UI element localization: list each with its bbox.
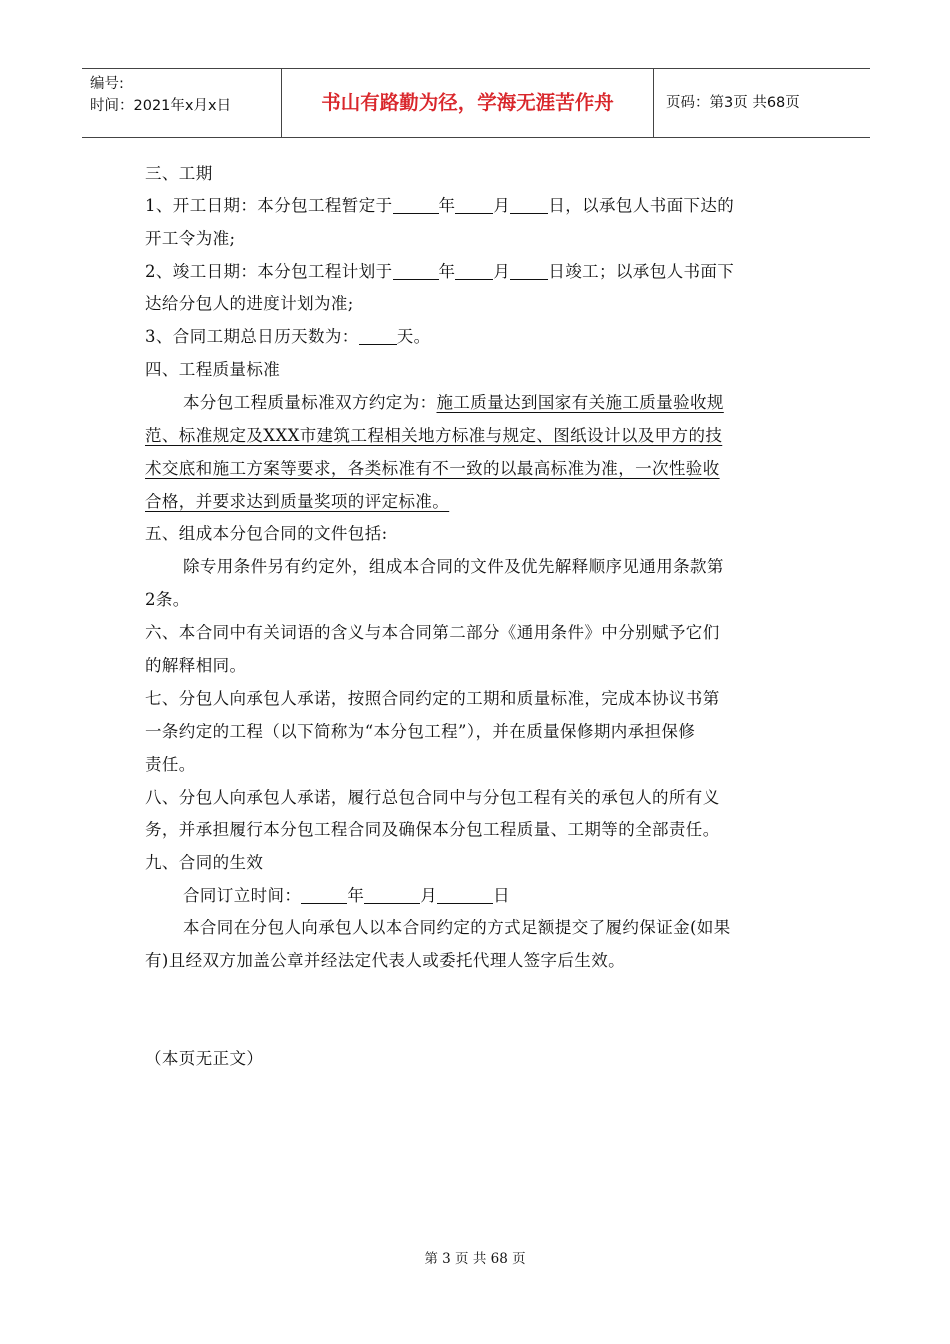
- quality-standard-underlined: 施工质量达到国家有关施工质量验收规: [436, 393, 724, 412]
- contract-year-blank[interactable]: [301, 887, 347, 905]
- section-4-title: 四、工程质量标准: [145, 360, 281, 379]
- header-motto: 书山有路勤为径，学海无涯苦作舟: [282, 69, 654, 137]
- contract-month-blank[interactable]: [364, 887, 420, 905]
- start-year-blank[interactable]: [393, 197, 439, 215]
- contract-day-label: 日: [493, 886, 511, 905]
- start-day-blank[interactable]: [510, 197, 548, 215]
- section-3-title: 三、工期: [145, 164, 213, 183]
- start-month-label: 月: [493, 196, 511, 215]
- start-date-line: [145, 192, 734, 216]
- completion-day-blank[interactable]: [510, 263, 548, 281]
- total-days-line: [145, 323, 431, 347]
- header-meta: [82, 69, 282, 137]
- section-5-title: 五、组成本分包合同的文件包括:: [145, 524, 388, 543]
- quality-standard-line-3: 术交底和施工方案等要求，各类标准有不一致的以最高标准为准，一次性验收: [145, 459, 720, 478]
- completion-date-line-2: 达给分包人的进度计划为准;: [145, 294, 354, 313]
- completion-year-blank[interactable]: [393, 263, 439, 281]
- section-7-line-1: 七、分包人向承包人承诺，按照合同约定的工期和质量标准，完成本协议书第: [145, 689, 720, 708]
- completion-date-text: 2、竣工日期：本分包工程计划于: [145, 262, 393, 281]
- completion-date-line: [145, 258, 734, 282]
- section-8-line-2: 务，并承担履行本分包工程合同及确保本分包工程质量、工期等的全部责任。: [145, 820, 720, 839]
- section-5-line-1: 除专用条件另有约定外，组成本合同的文件及优先解释顺序见通用条款第: [183, 557, 724, 576]
- contract-date-line: [183, 882, 510, 906]
- quality-standard-intro: 本分包工程质量标准双方约定为：: [183, 393, 437, 412]
- section-5-line-2: 2条。: [145, 590, 190, 609]
- completion-year-label: 年: [438, 262, 456, 281]
- start-month-blank[interactable]: [455, 197, 493, 215]
- document-date: 时间：2021年x月x日: [90, 98, 232, 114]
- effectiveness-line-1: 本合同在分包人向承包人以本合同约定的方式足额提交了履约保证金(如果: [183, 918, 731, 937]
- quality-standard-line-1: [183, 389, 724, 413]
- contract-date-label: 合同订立时间：: [183, 886, 302, 905]
- total-days-text: 3、合同工期总日历天数为：: [145, 327, 359, 346]
- contract-day-blank[interactable]: [437, 887, 493, 905]
- section-7-line-3: 责任。: [145, 755, 196, 774]
- header-page-info: 页码：第3页 共68页: [666, 95, 800, 111]
- total-days-blank[interactable]: [359, 328, 397, 346]
- total-days-unit: 天。: [396, 327, 431, 346]
- completion-month-blank[interactable]: [455, 263, 493, 281]
- start-year-label: 年: [438, 196, 456, 215]
- page-header: [82, 68, 870, 138]
- quality-standard-line-2: 范、标准规定及XXX市建筑工程相关地方标准与规定、图纸设计以及甲方的技: [145, 426, 723, 445]
- completion-day-text: 日竣工；以承包人书面下: [548, 262, 735, 281]
- section-6-line-1: 六、本合同中有关词语的含义与本合同第二部分《通用条件》中分别赋予它们: [145, 623, 720, 642]
- effectiveness-line-2: 有)且经双方加盖公章并经法定代表人或委托代理人签字后生效。: [145, 951, 626, 970]
- no-text-note: （本页无正文）: [145, 1049, 264, 1068]
- contract-month-label: 月: [420, 886, 438, 905]
- section-9-title: 九、合同的生效: [145, 853, 264, 872]
- completion-month-label: 月: [493, 262, 511, 281]
- start-date-text: 1、开工日期：本分包工程暂定于: [145, 196, 393, 215]
- section-6-line-2: 的解释相同。: [145, 656, 247, 675]
- page-footer: 第 3 页 共 68 页: [424, 1251, 526, 1267]
- section-7-line-2: 一条约定的工程（以下简称为“本分包工程”），并在质量保修期内承担保修: [145, 722, 696, 741]
- document-number-label: 编号:: [90, 76, 124, 92]
- quality-standard-line-4: 合格，并要求达到质量奖项的评定标准。: [145, 492, 450, 511]
- section-8-line-1: 八、分包人向承包人承诺，履行总包合同中与分包工程有关的承包人的所有义: [145, 788, 720, 807]
- start-date-line-2: 开工令为准;: [145, 229, 236, 248]
- contract-year-label: 年: [347, 886, 365, 905]
- start-day-text: 日，以承包人书面下达的: [548, 196, 735, 215]
